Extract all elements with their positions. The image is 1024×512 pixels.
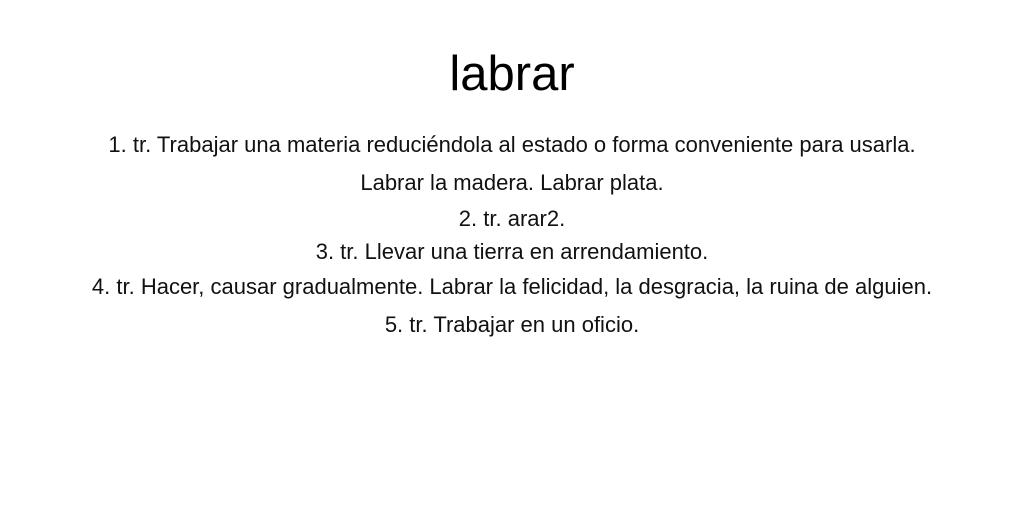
- definition-item-5: 5. tr. Trabajar en un oficio.: [384, 312, 640, 337]
- definition-item-3: 3. tr. Llevar una tierra en arrendamiento.: [315, 239, 709, 264]
- definition-item-2: 2. tr. arar2.: [458, 206, 566, 231]
- headword-title: labrar: [449, 47, 575, 101]
- definition-list: [86, 126, 938, 344]
- definition-item-4: 4. tr. Hacer, causar gradualmente. Labrar la felicidad, la desgracia, la ruina de alguien.: [91, 274, 933, 299]
- definition-item-1: 1. tr. Trabajar una materia reduciéndola al estado o forma conveniente para usarla. Labrar la madera. Labrar plata.: [108, 132, 916, 195]
